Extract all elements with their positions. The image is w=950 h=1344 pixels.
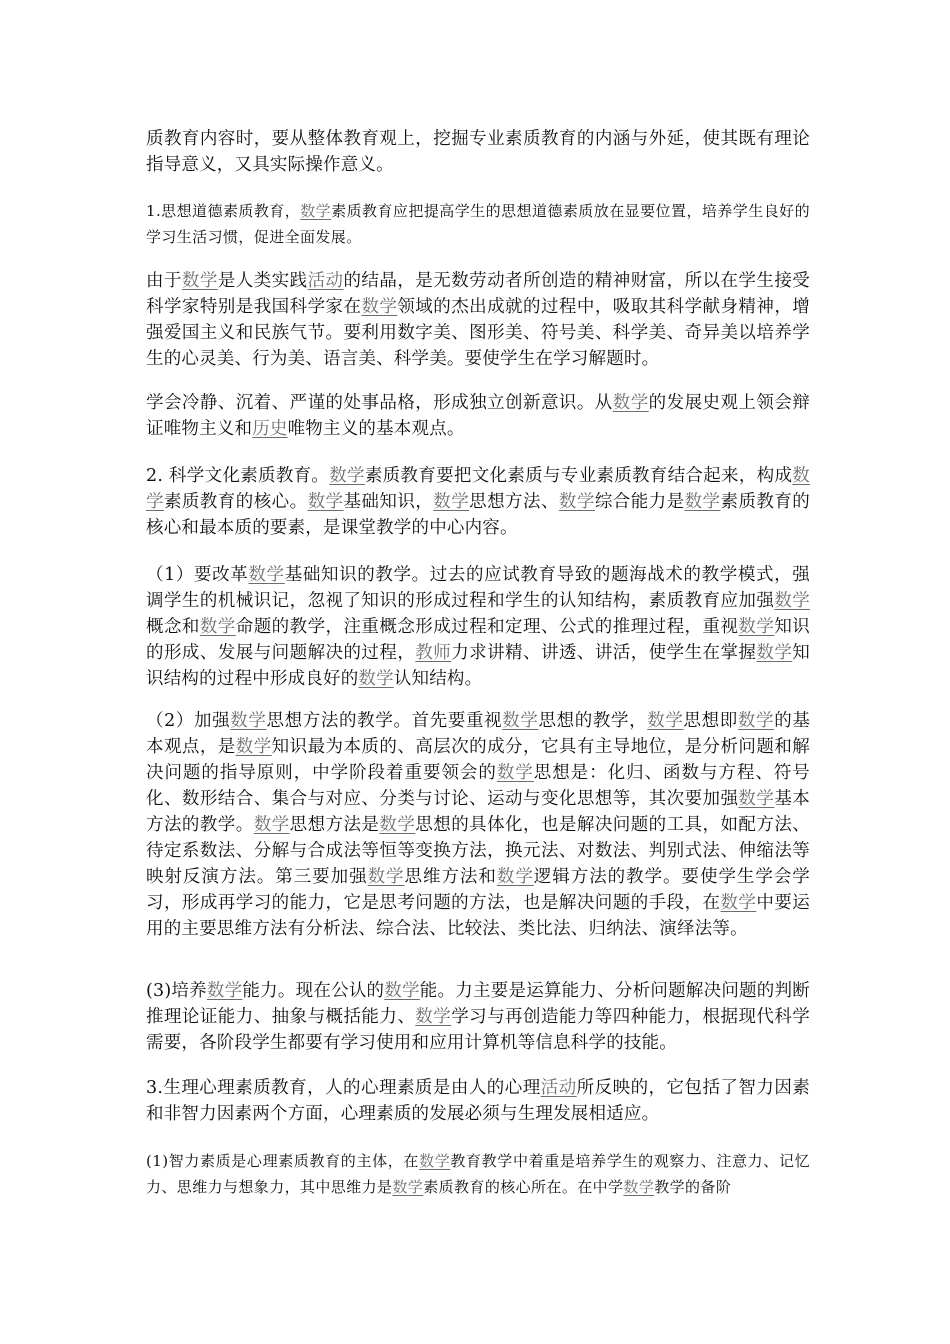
text-run: 知识结构的过程中形成良好的: [146, 643, 810, 689]
text-run: 的基本观点，是: [146, 711, 811, 757]
text-run: 能力。现在公认的: [242, 981, 385, 1001]
keyword-link[interactable]: 数学: [181, 271, 218, 291]
text-run: (1)智力素质是心理素质教育的主体，在: [146, 1152, 420, 1170]
text-run: 唯物主义的基本观点。: [287, 419, 465, 439]
keyword-link[interactable]: 数学: [361, 297, 398, 317]
paragraph-thinking-methods: [146, 708, 810, 942]
keyword-link[interactable]: 数学: [307, 492, 344, 512]
text-run: 思维方法和: [404, 867, 497, 887]
text-run: 思想的具体化，也是解决问题的工具，如配方法、待定系数法、分解与合成法等恒等变换方法，换元法、对数法、判别式法、伸缩法等映射反演方法。第三要加强: [146, 815, 810, 887]
text-run: 思想方法的教学。首先要重视: [266, 711, 503, 731]
keyword-link[interactable]: 数学: [419, 1152, 451, 1170]
keyword-link[interactable]: 数学: [684, 492, 721, 512]
keyword-link[interactable]: 历史: [252, 419, 288, 439]
keyword-link[interactable]: 数学: [248, 565, 285, 585]
keyword-link[interactable]: 数学: [647, 711, 684, 731]
text-run: (3)培养: [146, 981, 207, 1001]
keyword-link[interactable]: 教师: [415, 643, 452, 663]
text-run: 思想方法、: [469, 492, 559, 512]
text-run: 综合能力是: [594, 492, 685, 512]
text-run: （2）加强: [146, 711, 231, 731]
text-run: 命题的教学，注重概念形成过程和定理、公式的推理过程，重视: [235, 617, 739, 637]
keyword-link[interactable]: 数学: [558, 492, 595, 512]
text-run: 是人类实践: [217, 271, 308, 291]
keyword-link[interactable]: 数学: [496, 763, 534, 783]
text-run: 所反映的，它包括了智力因素和非智力因素两个方面，心理素质的发展必须与生理发展相适应。: [146, 1078, 811, 1124]
keyword-link[interactable]: 活动: [307, 271, 344, 291]
text-run: 思想方法是: [289, 815, 380, 835]
keyword-link[interactable]: 数学: [623, 1178, 655, 1196]
paragraph-intellectual-quality: [146, 1148, 810, 1200]
text-run: 思想即: [683, 711, 738, 731]
keyword-link[interactable]: 数学: [774, 591, 810, 611]
keyword-link[interactable]: 数学: [392, 1178, 424, 1196]
text-run: 质教育内容时，要从整体教育观上，挖掘专业素质教育的内涵与外延，使其既有理论指导意义，又具实际操作意义。: [146, 129, 810, 175]
keyword-link[interactable]: 数学: [253, 815, 290, 835]
text-run: 素质教育要把文化素质与专业素质教育结合起来，构成: [364, 466, 793, 486]
keyword-link[interactable]: 数学: [433, 492, 470, 512]
keyword-link[interactable]: 数学: [756, 643, 793, 663]
text-run: 力求讲精、讲透、讲活，使学生在掌握: [451, 643, 757, 663]
text-run: 领域的杰出成就的过程中，吸取其科学献身精神，增强爱国主义和民族气节。要利用数字美、图形美、符号美、科学美、奇异美以培养学生的心灵美、行为美、语言美、科学美。要使学生在学习解题时。: [146, 297, 810, 369]
paragraph-intro-continuation: [146, 126, 810, 178]
text-run: 素质教育的核心和最本质的要素，是课堂教学的中心内容。: [146, 492, 811, 538]
keyword-link[interactable]: 数学: [379, 815, 416, 835]
text-run: 教学的备阶: [654, 1178, 732, 1196]
paragraph-moral-education: [146, 198, 810, 250]
text-run: 素质教育的核心所在。在中学: [423, 1178, 624, 1196]
text-run: 基本方法的教学。: [146, 789, 810, 835]
text-run: 由于: [146, 271, 182, 291]
keyword-link[interactable]: 数学: [502, 711, 539, 731]
text-run: 2. 科学文化素质教育。: [146, 466, 330, 486]
keyword-link[interactable]: 数学: [496, 867, 534, 887]
keyword-link[interactable]: 数学: [230, 711, 267, 731]
text-run: 1.思想道德素质教育，: [146, 202, 301, 220]
text-run: 能。力主要是运算能力、分析问题解决问题的判断推理论证能力、抽象与概括能力、: [146, 981, 810, 1027]
text-run: 思想的教学，: [538, 711, 648, 731]
text-run: 3.生理心理素质教育，人的心理素质是由人的心理: [146, 1078, 541, 1098]
text-run: 基础知识的教学。过去的应试教育导致的题海战术的教学模式，强调学生的机械识记，忽视了知识的形成过程和学生的认知结构，素质教育应加强: [146, 565, 810, 611]
keyword-link[interactable]: 数学: [415, 1007, 452, 1027]
text-run: 思想是：化归、函数与方程、符号化、数形结合、集合与对应、分类与讨论、运动与变化思想等，其次要加强: [146, 763, 810, 809]
keyword-link[interactable]: 数学: [235, 737, 272, 757]
text-run: 教育教学中着重是培养学生的观察力、注意力、记忆力、思维力与想象力，其中思维力是: [146, 1152, 810, 1196]
keyword-link[interactable]: 数学: [329, 466, 365, 486]
keyword-link[interactable]: 数学: [384, 981, 420, 1001]
paragraph-physiological-psychological: [146, 1075, 810, 1127]
text-run: 素质教育的核心。: [163, 492, 308, 512]
text-run: 逻辑方法的教学。要使学生学会学习，形成再学习的能力，它是思考问题的方法，也是解决问题的手段，在: [146, 867, 811, 913]
keyword-link[interactable]: 数学: [612, 393, 649, 413]
text-run: 中要运用的主要思维方法有分析法、综合法、比较法、类比法、归纳法、演绎法等。: [146, 893, 810, 939]
text-run: 知识最为本质的、高层次的成分，它具有主导地位，是分析问题和解决问题的指导原则，中学阶段着重要领会的: [146, 737, 810, 783]
text-run: 知识的形成、发展与问题解决的过程，: [146, 617, 810, 663]
text-run: 素质教育应把提高学生的思想道德素质放在显要位置，培养学生良好的学习生活习惯，促进全面发展。: [146, 202, 811, 246]
text-run: 认知结构。: [393, 669, 483, 689]
paragraph-math-as-human-practice: [146, 268, 810, 372]
paragraph-calm-rigorous-character: [146, 390, 810, 442]
keyword-link[interactable]: 数学: [720, 893, 757, 913]
keyword-link[interactable]: 数学: [199, 617, 236, 637]
text-run: 学习与再创造能力等四种能力，根据现代科学需要，各阶段学生都要有学习使用和应用计算机等信息科学的技能。: [146, 1007, 811, 1053]
keyword-link[interactable]: 数学: [206, 981, 243, 1001]
keyword-link[interactable]: 数学: [737, 711, 775, 731]
keyword-link[interactable]: 数学: [738, 617, 775, 637]
paragraph-scientific-cultural-education: [146, 463, 810, 541]
text-run: 学会冷静、沉着、严谨的处事品格，形成独立创新意识。从: [146, 393, 613, 413]
text-run: 的发展史观上领会辩证唯物主义和: [146, 393, 810, 439]
paragraph-cultivate-ability: [146, 978, 810, 1056]
keyword-link[interactable]: 数学: [300, 202, 332, 220]
keyword-link[interactable]: 数学: [367, 867, 405, 887]
paragraph-reform-basic-knowledge: [146, 562, 810, 692]
text-run: （1）要改革: [146, 565, 249, 585]
text-run: 的结晶，是无数劳动者所创造的精神财富，所以在学生接受科学家特别是我国科学家在: [146, 271, 810, 317]
keyword-link[interactable]: 活动: [540, 1078, 577, 1098]
text-run: 基础知识，: [343, 492, 434, 512]
text-run: 概念和: [146, 617, 200, 637]
keyword-link[interactable]: 数学: [738, 789, 775, 809]
keyword-link[interactable]: 数学: [358, 669, 394, 689]
keyword-link[interactable]: 数学: [146, 466, 810, 512]
